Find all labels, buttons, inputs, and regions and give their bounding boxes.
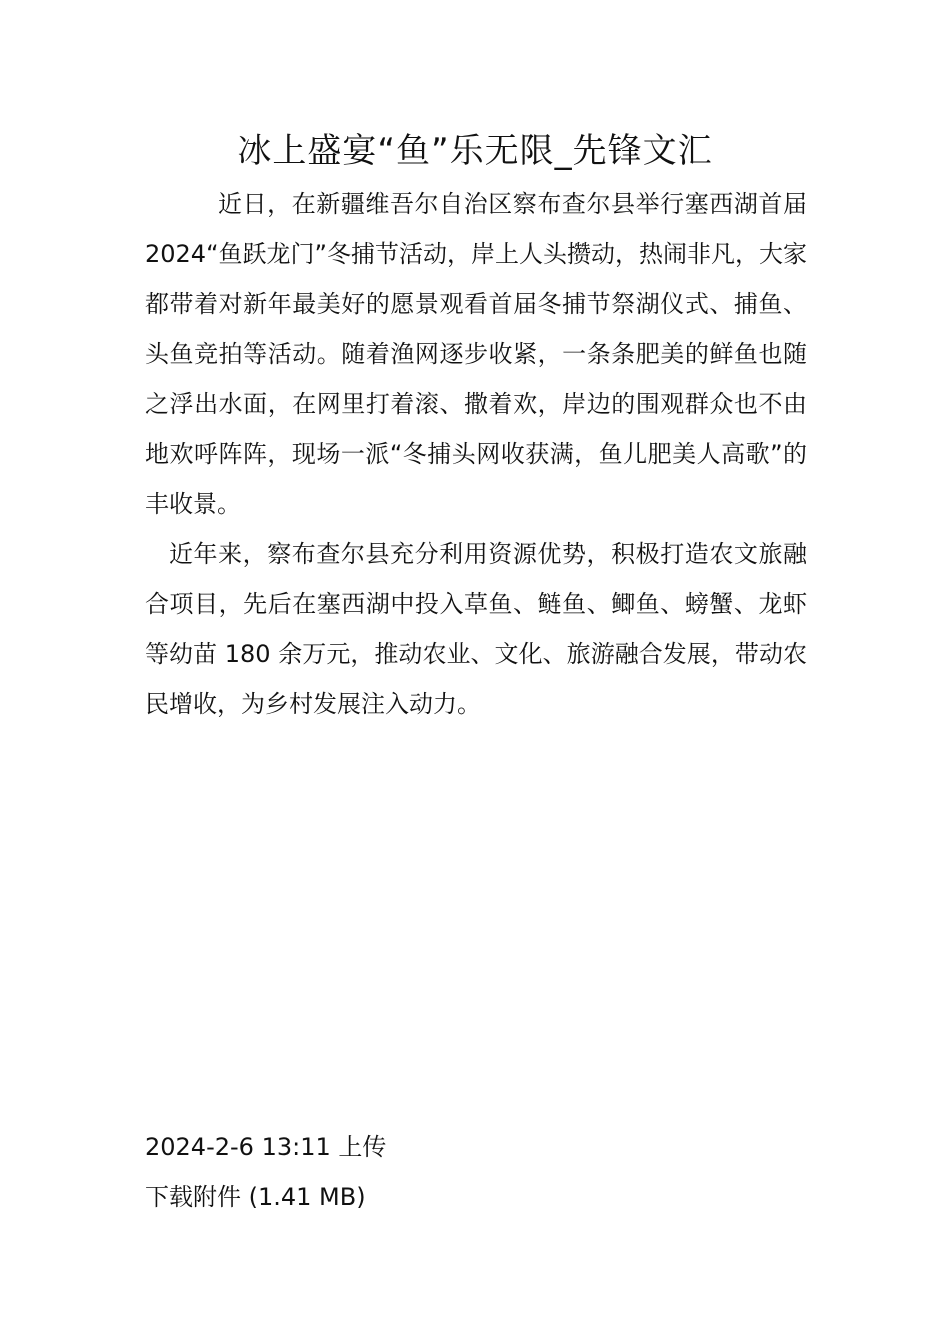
attachment-footer [145, 1122, 807, 1222]
article-title: 冰上盛宴“鱼”乐无限_先锋文汇 [237, 131, 713, 171]
upload-timestamp: 2024-2-6 13:11 上传 [145, 1133, 387, 1161]
article-paragraph-1: 近日，在新疆维吾尔自治区察布查尔县举行塞西湖首届 2024“鱼跃龙门”冬捕节活动，岸上人头攒动，热闹非凡，大家都带着对新年最美好的愿景观看首届冬捕节祭湖仪式、捕鱼、头鱼竞拍等活动。随着渔网逐步收紧，一条条肥美的鲜鱼也随之浮出水面，在网里打着滚、撒着欢，岸边的围观群众也不由地欢呼阵阵，现场一派“冬捕头网收获满，鱼儿肥美人高歌”的丰收景。 [145, 190, 807, 518]
article-body [145, 179, 807, 729]
article-paragraph-2: 近年来，察布查尔县充分利用资源优势，积极打造农文旅融合项目，先后在塞西湖中投入草鱼、鲢鱼、鲫鱼、螃蟹、龙虾等幼苗 180 余万元，推动农业、文化、旅游融合发展，带动农民增收，为乡村发展注入动力。 [145, 540, 807, 718]
download-attachment-link[interactable]: 下载附件 (1.41 MB) [145, 1183, 366, 1211]
